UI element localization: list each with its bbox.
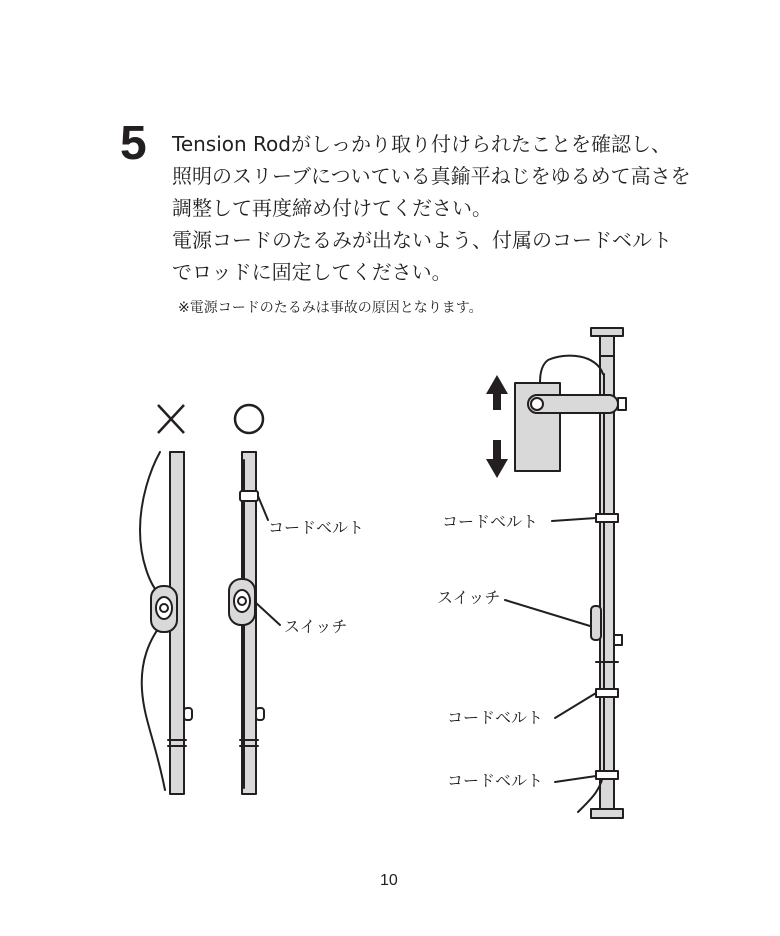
arrow-up-icon bbox=[486, 375, 508, 410]
instruction-line: Tension Rodがしっかり取り付けられたことを確認し、 bbox=[172, 132, 671, 156]
switch-correct bbox=[229, 579, 255, 625]
label-cord-belt-left: コードベルト bbox=[268, 518, 365, 537]
instruction-line: 調整して再度締め付けてください。 bbox=[172, 196, 492, 220]
page-number: 10 bbox=[380, 872, 398, 889]
label-cord-belt-upper: コードベルト bbox=[442, 512, 539, 531]
step-number: 5 bbox=[120, 117, 147, 170]
instruction-line: でロッドに固定してください。 bbox=[172, 260, 452, 284]
instruction-line: 照明のスリーブについている真鍮平ねじをゆるめて高さを bbox=[172, 164, 691, 188]
label-cord-belt-middle: コードベルト bbox=[447, 708, 544, 727]
switch-wrong bbox=[151, 586, 177, 632]
label-switch-right: スイッチ bbox=[437, 588, 501, 607]
correct-example bbox=[229, 452, 280, 794]
instruction-line: 電源コードのたるみが出ないよう、付属のコードベルト bbox=[172, 228, 672, 252]
label-switch-left: スイッチ bbox=[284, 617, 348, 636]
circle-mark bbox=[235, 405, 263, 433]
rod-assembly bbox=[505, 328, 626, 818]
label-cord-belt-lower: コードベルト bbox=[447, 771, 544, 790]
arrow-down-icon bbox=[486, 440, 508, 478]
wrong-example bbox=[140, 452, 192, 794]
warning-note: ※電源コードのたるみは事故の原因となります。 bbox=[178, 300, 483, 316]
